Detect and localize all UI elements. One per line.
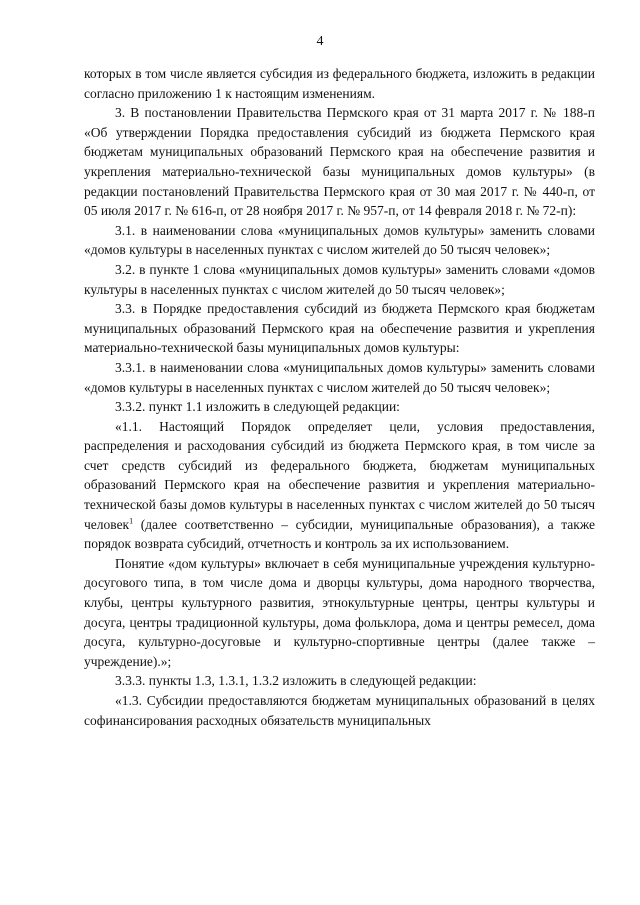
paragraph-item-3-1: 3.1. в наименовании слова «муниципальных домов культуры» заменить словами «домов культуры в населенных пунктах с числом жителей до 50 тысяч человек»; xyxy=(84,222,595,258)
paragraph-item-3-2: 3.2. в пункте 1 слова «муниципальных домов культуры» заменить словами «домов культуры в населенных пунктах с числом жителей до 50 тысяч человек»; xyxy=(84,261,595,297)
paragraph-item-3-3-2: 3.3.2. пункт 1.1 изложить в следующей редакции: xyxy=(115,399,400,415)
paragraph-item-3-3-1: 3.3.1. в наименовании слова «муниципальных домов культуры» заменить словами «домов культуры в населенных пунктах с числом жителей до 50 тысяч человек»; xyxy=(84,359,595,395)
footnote-marker: 1 xyxy=(129,516,134,526)
paragraph-item-3: 3. В постановлении Правительства Пермского края от 31 марта 2017 г. № 188-п «Об утверждении Порядка предоставления субсидий из бюджета Пермского края бюджетам муниципальных образований Пермского края на обеспечение развития и укрепления материально-технической базы муниципальных домов культуры» (в редакции постановлений Правительства Пермского края от 30 мая 2017 г. № 440-п, от 05 июля 2017 г. № 616-п, от 28 ноября 2017 г. № 957-п, от 14 февраля 2018 г. № 72-п): xyxy=(84,105,595,219)
quote-1-1-text-end: (далее соответственно – субсидии, муниципальные образования), а также порядок возврата субсидий, отчетность и контроль за их использованием. xyxy=(84,516,595,552)
paragraph-quote-1-1 xyxy=(84,417,595,554)
document-body xyxy=(84,64,595,730)
paragraph-house-of-culture-definition: Понятие «дом культуры» включает в себя муниципальные учреждения культурно-досугового типа, в том числе дома и дворцы культуры, дома народного творчества, клубы, центры культурного развития, этнокультурные центры, центры культуры и досуга, центры традиционной культуры, дома фольклора, дома и центры ремесел, дома досуга, культурно-досуговые и культурно-спортивные центры (далее также – учреждение).»; xyxy=(84,555,595,669)
paragraph-continuation: которых в том числе является субсидия из федерального бюджета, изложить в редакции согласно приложению 1 к настоящим изменениям. xyxy=(84,66,595,101)
quote-1-1-text: «1.1. Настоящий Порядок определяет цели, условия предоставления, распределения и расходования субсидий из бюджета Пермского края, в том числе за счет средств субсидий из федерального бюджета, бюджетам муниципальных образований Пермского края на обеспечение развития и укрепления материально-технической базы домов культуры в населенных пунктах с числом жителей до 50 тысяч человек xyxy=(84,418,595,532)
page-number: 4 xyxy=(316,34,324,49)
paragraph-item-3-3-3: 3.3.3. пункты 1.3, 1.3.1, 1.3.2 изложить в следующей редакции: xyxy=(115,673,477,689)
paragraph-item-3-3: 3.3. в Порядке предоставления субсидий из бюджета Пермского края бюджетам муниципальных образований Пермского края на обеспечение развития и укрепления материально-технической базы муниципальных домов культуры: xyxy=(84,301,595,356)
paragraph-quote-1-3: «1.3. Субсидии предоставляются бюджетам муниципальных образований в целях софинансирования расходных обязательств муниципальных xyxy=(84,693,595,728)
